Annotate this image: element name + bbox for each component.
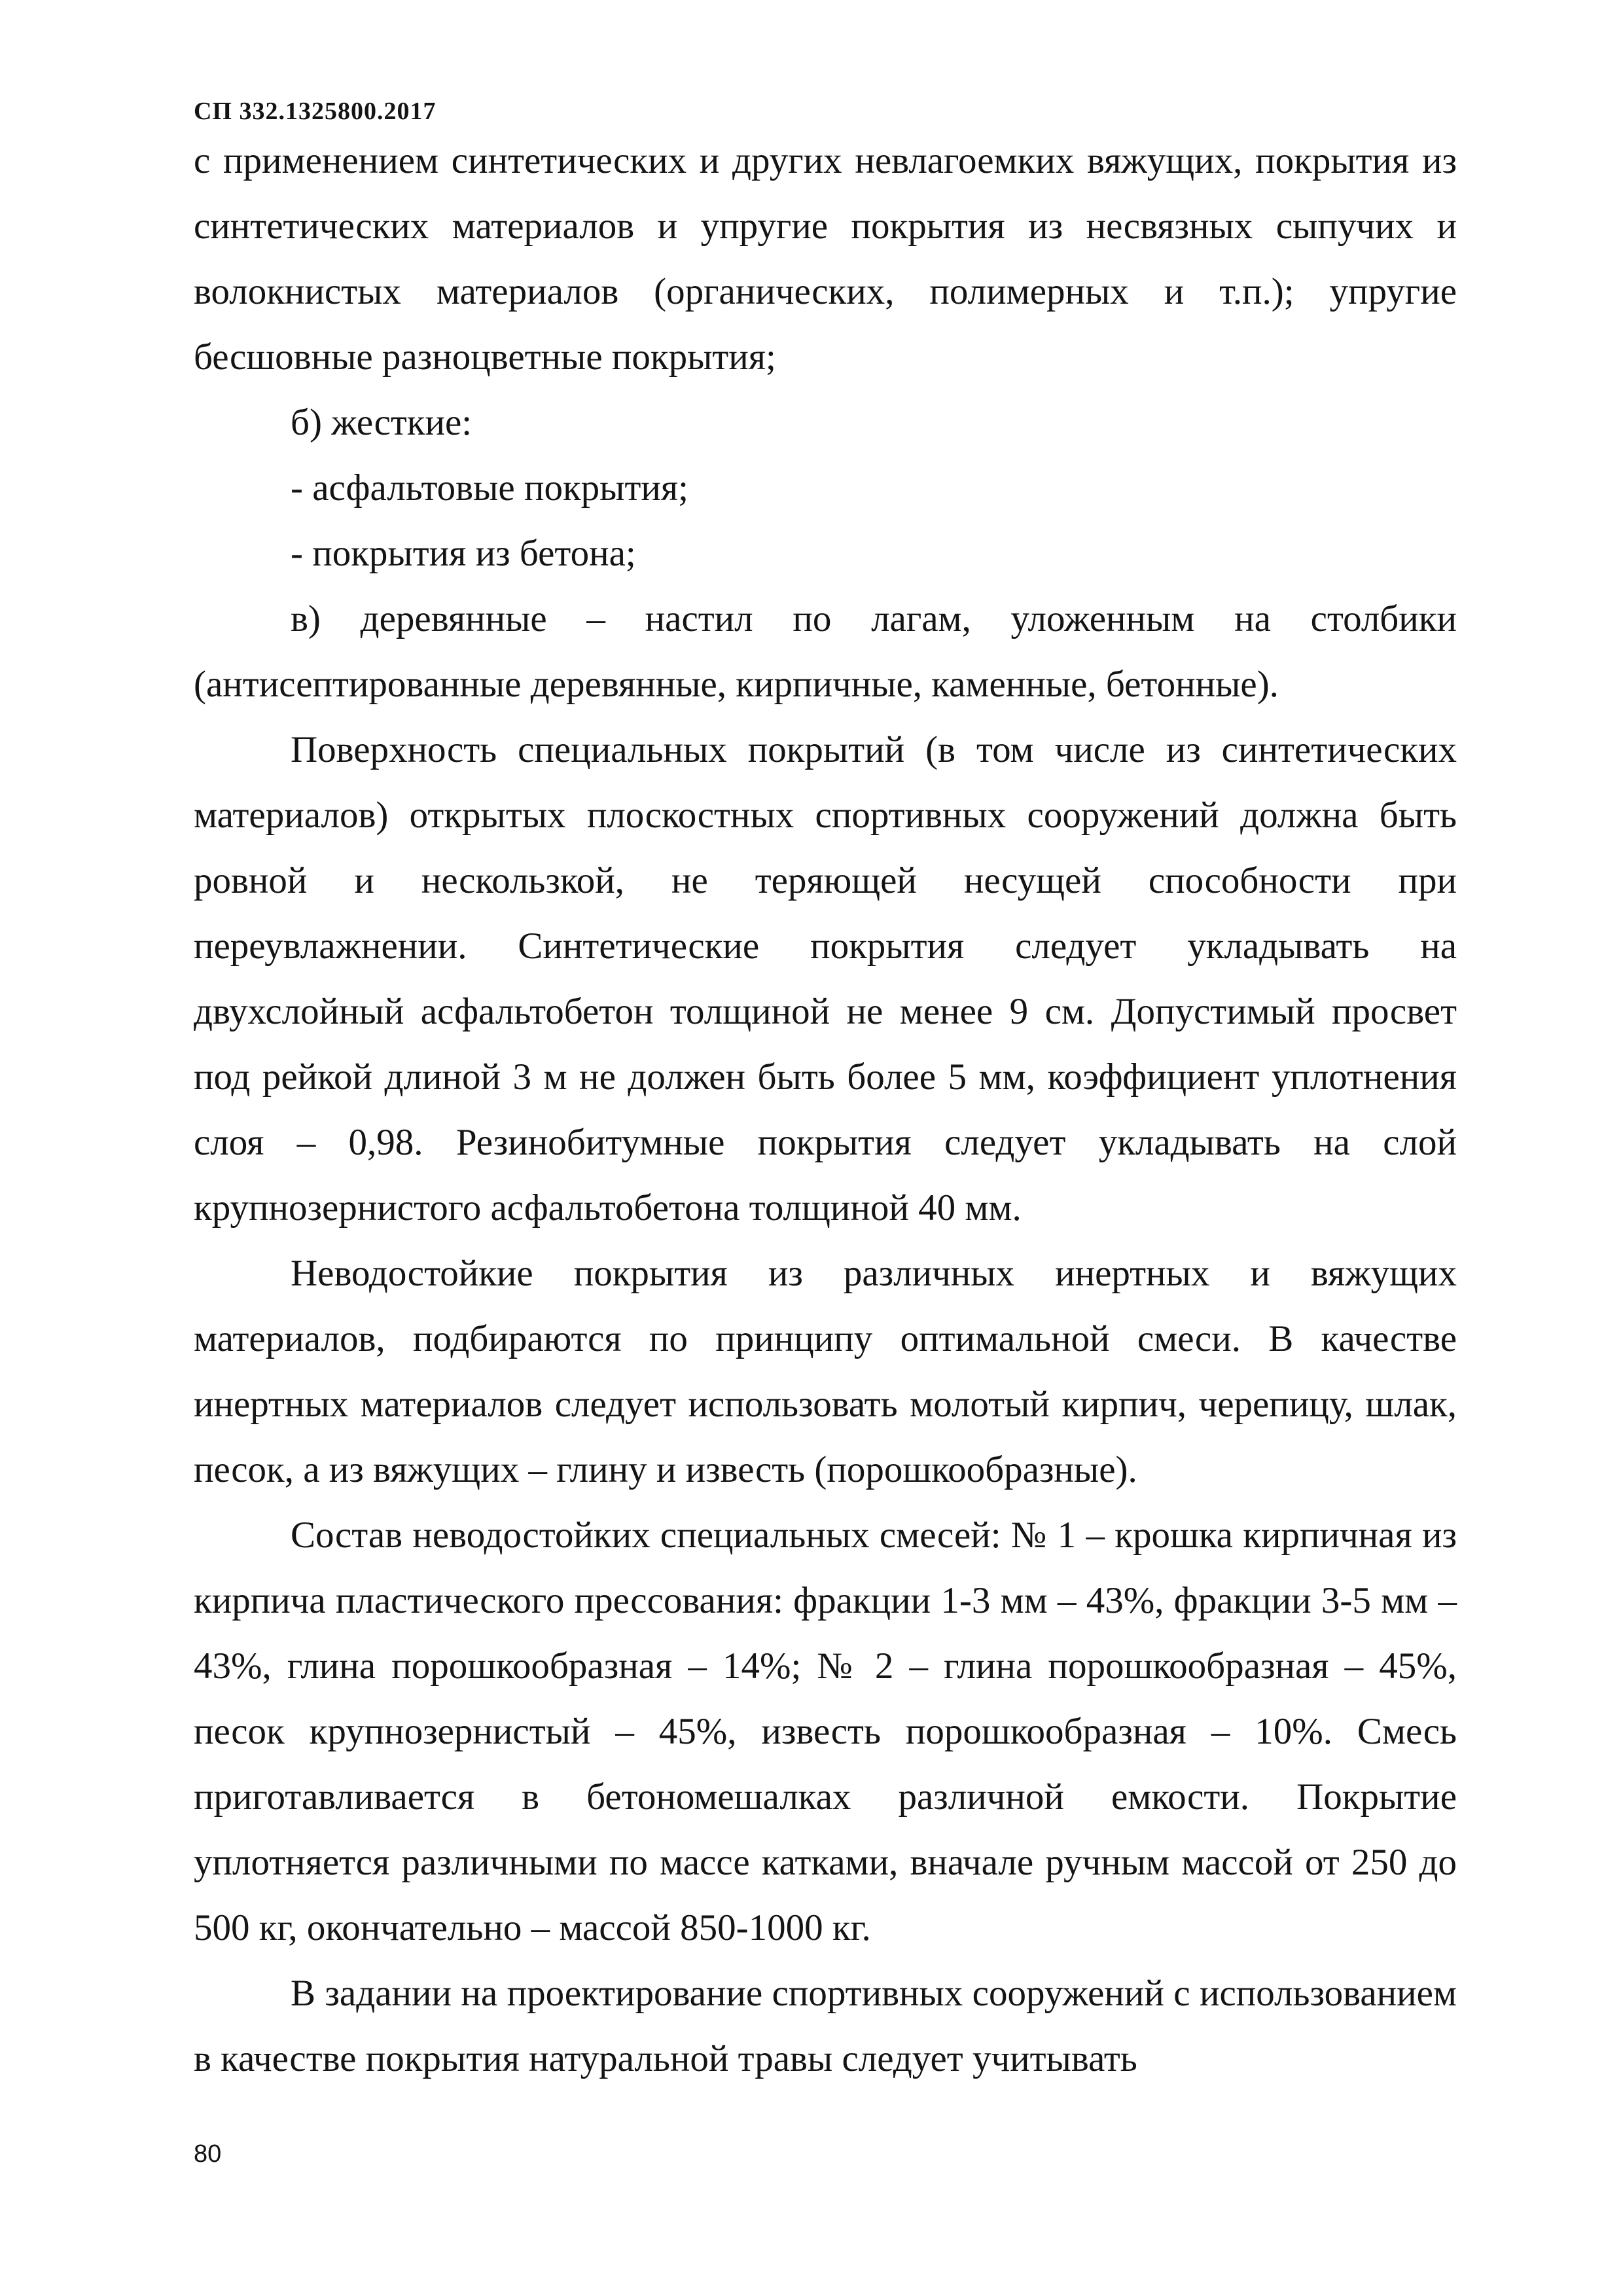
list-item-wooden: в) деревянные – настил по лагам, уложенным на столбики (антисептированные деревянные, кирпичные, каменные, бетонные). — [194, 598, 1457, 705]
page-number: 80 — [194, 2140, 222, 2168]
body-text — [194, 128, 1457, 2092]
paragraph-continuation: с применением синтетических и других невлагоемких вяжущих, покрытия из синтетических материалов и упругие покрытия из несвязных сыпучих и волокнистых материалов (органических, полимерных и т.п.); упругие бесшовные разноцветные покрытия; — [194, 140, 1457, 378]
list-item-concrete: - покрытия из бетона; — [291, 533, 636, 574]
paragraph-mixtures: Состав неводостойких специальных смесей: № 1 – крошка кирпичная из кирпича пластического прессования: фракции 1-3 мм – 43%, фракции 3-5 мм – 43%, глина порошкообразная – 14%; № 2 – глина порошкообразная – 45%, песок крупнозернистый – 45%, известь порошкообразная – 10%. Смесь приготавливается в бетономешалках различной емкости. Покрытие уплотняется различными по массе катками, вначале ручным массой от 250 до 500 кг, окончательно – массой 850-1000 кг. — [194, 1515, 1457, 1948]
paragraph-natural-grass: В задании на проектирование спортивных сооружений с использованием в качестве покрытия натуральной травы следует учитывать — [194, 1973, 1457, 2079]
list-item-rigid: б) жесткие: — [291, 402, 473, 443]
paragraph-nonwaterproof: Неводостойкие покрытия из различных инертных и вяжущих материалов, подбираются по принципу оптимальной смеси. В качестве инертных материалов следует использовать молотый кирпич, черепицу, шлак, песок, а из вяжущих – глину и известь (порошкообразные). — [194, 1253, 1457, 1490]
paragraph-surface: Поверхность специальных покрытий (в том числе из синтетических материалов) открытых плоскостных спортивных сооружений должна быть ровной и нескользкой, не теряющей несущей способности при переувлажнении. Синтетические покрытия следует укладывать на двухслойный асфальтобетон толщиной не менее 9 см. Допустимый просвет под рейкой длиной 3 м не должен быть более 5 мм, коэффициент уплотнения слоя – 0,98. Резинобитумные покрытия следует укладывать на слой крупнозернистого асфальтобетона толщиной 40 мм. — [194, 729, 1457, 1229]
list-item-asphalt: - асфальтовые покрытия; — [291, 467, 688, 509]
document-code-header: СП 332.1325800.2017 — [194, 98, 437, 125]
